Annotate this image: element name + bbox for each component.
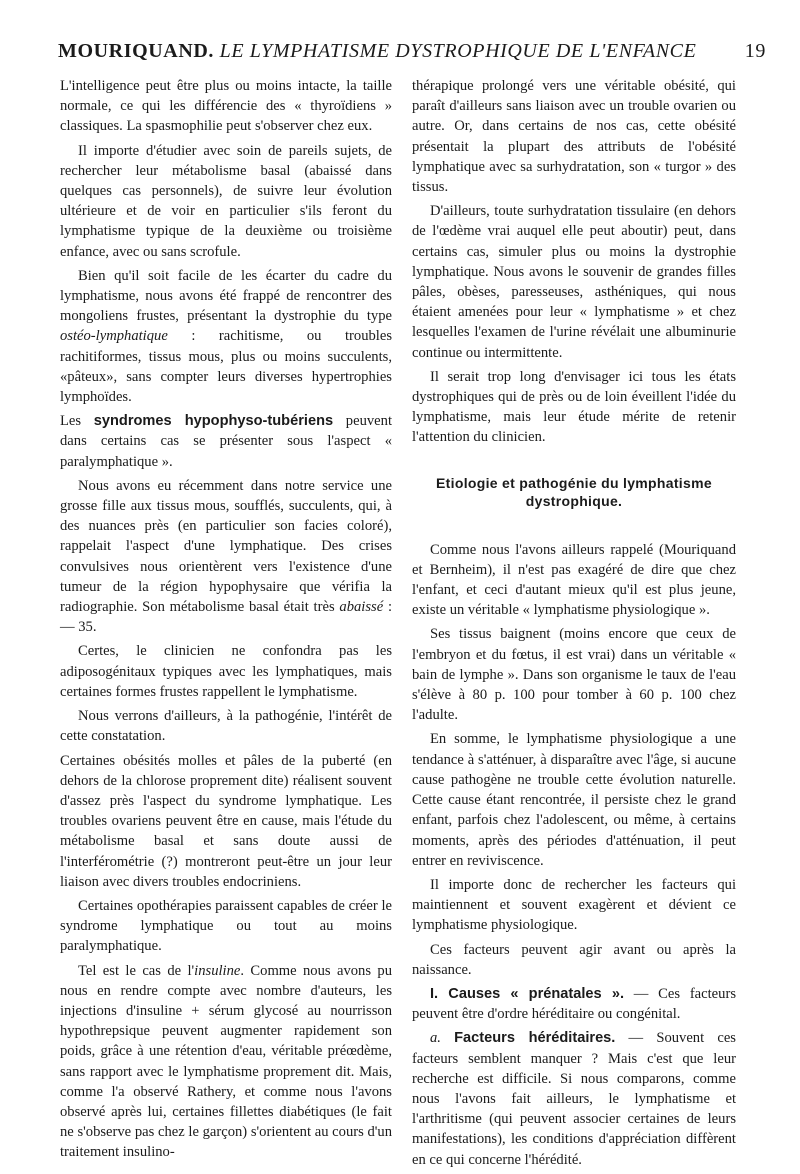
header-author: MOURIQUAND. [58, 40, 215, 62]
paragraph: Comme nous l'avons ailleurs rappelé (Mouriquand et Bernheim), il n'est pas exagéré de dire que chez l'enfant, et ceci d'autant mieux qu'il est plus jeune, existe un véritable « lymphatisme physiologique ». [412, 541, 736, 619]
paragraph: Bien qu'il soit facile de les écarter du cadre du lymphatisme, nous avons été frappé de rencontrer des mongoliens frustes, présentant la dystrophie du type ostéo-lymphatique : rachitisme, ou troubles rachitiformes, tissus mous, plus ou moins succulents, «pâteux», sans compter leurs diverses hypertrophies lymphoïdes. [60, 267, 392, 406]
paragraph: Ces facteurs peuvent agir avant ou après la naissance. [412, 941, 736, 978]
right-column [412, 76, 736, 1174]
bold-term: syndromes hypophyso-tubériens [93, 413, 334, 430]
paragraph: Nous verrons d'ailleurs, à la pathogénie, l'intérêt de cette constatation. [60, 708, 392, 745]
paragraph: a. Facteurs héréditaires. — Souvent ces facteurs semblent manquer ? Mais c'est que leur recherche est difficile. Si nous comparons, comme nous l'avons fait ailleurs, le lymphatisme et l'arthritisme (qui peuvent associer certaines de leurs manifestations), les conditions d'appréciation diffèrent en ce qui concerne l'hérédité. [412, 1030, 736, 1168]
paragraph: Nous avons eu récemment dans notre service une grosse fille aux tissus mous, soufflés, succulents, qui, à des nuances près (en particulier son facies coloré), rappelait l'aspect d'une lymphatique. Des crises convulsives nous orientèrent vers l'existence d'une tumeur de la région hypophysaire que vérifia la radiographie. Son métabolisme basal était très abaissé : — 35. [60, 477, 393, 636]
emphasis: ostéo-lymphatique [60, 328, 168, 345]
paragraph: Certes, le clinicien ne confondra pas les adiposogénitaux typiques avec les lymphatiques, mais certaines formes frustes rappellent le lymphatisme. [60, 643, 392, 700]
section-heading: Etiologie et pathogénie du lymphatisme dystrophique. [436, 474, 712, 509]
left-column [60, 76, 392, 1167]
emphasis: abaissé [339, 599, 384, 616]
emphasis: a. [430, 1030, 441, 1047]
running-header [58, 40, 770, 74]
paragraph: thérapique prolongé vers une véritable obésité, qui paraît d'ailleurs sans liaison avec un trouble ovarien ou autre. Or, dans certains de nos cas, cette obésité présentait la plupart des attributs de l'obésité lymphatique avec sa surhydratation, son « turgor » des tissus. [412, 78, 736, 196]
paragraph: Certaines obésités molles et pâles de la puberté (en dehors de la chlorose proprement dite) réalisent souvent d'assez près l'aspect du syndrome lymphatique. Les troubles ovariens peuvent être en cause, mais l'étude du métabolisme basal et sans doute aussi de l'interférométrie (?) montreront peut-être un jour leur liaison avec divers troubles endocriniens. [60, 752, 392, 890]
page-number: 19 [744, 40, 766, 62]
paragraph: Il importe d'étudier avec soin de pareils sujets, de rechercher leur métabolisme basal (abaissé dans quelques cas personnels), de suivre leur évolution ultérieure et de voir en particulier s'ils feront du lymphatisme typique de la deuxième ou troisième enfance, avec ou sans scrofule. [60, 142, 392, 260]
paragraph: I. Causes « prénatales ». — Ces facteurs peuvent être d'ordre héréditaire ou congénital. [412, 985, 736, 1023]
paragraph: Certaines opothérapies paraissent capables de créer le syndrome lymphatique ou tout au moins paralymphatique. [60, 897, 392, 955]
header-title: LE LYMPHATISME DYSTROPHIQUE DE L'ENFANCE [219, 40, 697, 62]
paragraph: D'ailleurs, toute surhydratation tissulaire (en dehors de l'œdème vrai auquel elle peut aboutir) peut, dans certains cas, simuler plus ou moins la dystrophie lymphatique. Nous avons le souvenir de grandes filles pâles, obèses, paresseuses, asthéniques, qui nous étaient amenées pour leur « lymphatisme » et chez lesquelles l'examen de l'urine révélait une albuminurie continue ou intermittente. [412, 203, 736, 361]
paragraph: L'intelligence peut être plus ou moins intacte, la taille normale, ce qui les différencie des « thyroïdiens » classiques. La spasmophilie peut s'observer chez eux. [60, 78, 392, 135]
paragraph: Les syndromes hypophyso-tubériens peuvent dans certains cas se présenter sous l'aspect « paralymphatique ». [60, 413, 392, 470]
paragraph: Ses tissus baignent (moins encore que ceux de l'embryon et du fœtus, il est vrai) dans un véritable « bain de lymphe ». Dans son organisme le taux de l'eau s'élève à 80 p. 100 pour tomber à 60 p. 100 chez l'adulte. [412, 626, 736, 724]
paragraph: En somme, le lymphatisme physiologique a une tendance à s'atténuer, à disparaître avec l'âge, si aucune cause pathogène ne trouble cette évolution naturelle. Cette cause étant rencontrée, il persiste chez le grand enfant, parfois chez l'adolescent, ou même, à certains moments, après des périodes d'atténuation, il peut entrer en reviviscence. [412, 731, 736, 869]
bold-term: Facteurs héréditaires. [454, 1030, 616, 1047]
bold-term: I. Causes « prénatales ». [430, 985, 625, 1002]
paragraph: Tel est le cas de l'insuline. Comme nous avons pu nous en rendre compte avec nombre d'auteurs, les injections d'insuline + sérum glycosé au nourrisson hypothrepsique peuvent augmenter rapidement son poids, grâce à une rétention d'eau, véritable préœdème, sans rapport avec le lymphatisme proprement dit. Mais, comme l'a observé Rathery, et comme nous l'avons observé après lui, certaines fillettes diabétiques (le fait ne s'observe pas chez le garçon) s'orientent au cours d'un traitement insulino- [60, 962, 392, 1161]
emphasis: insuline [194, 962, 241, 979]
paragraph: Il importe donc de rechercher les facteurs qui maintiennent et souvent exagèrent et dévient ce lymphatisme physiologique. [412, 876, 736, 934]
paragraph: Il serait trop long d'envisager ici tous les états dystrophiques qui de près ou de loin éveillent l'idée du lymphatisme, mais leur étude mérite de retenir l'attention du clinicien. [412, 368, 736, 446]
